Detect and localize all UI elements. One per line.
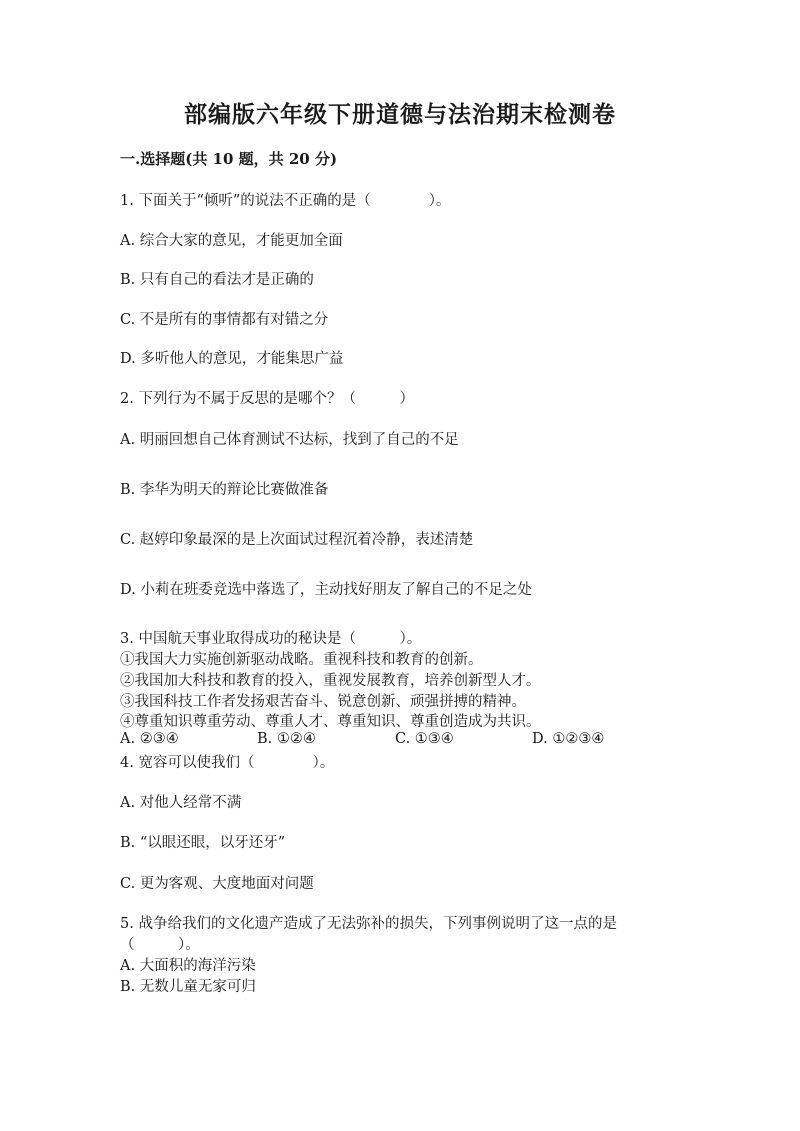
question-5-stem-continued: （ ）。 [120, 937, 200, 953]
question-4-option-c: C. 更为客观、大度地面对问题 [120, 876, 314, 892]
question-3-statement-2: ②我国加大科技和教育的投入，重视发展教育，培养创新型人才。 [120, 673, 541, 689]
question-4-option-a: A. 对他人经常不满 [120, 795, 242, 811]
question-2-stem: 2. 下列行为不属于反思的是哪个？（ ） [120, 391, 414, 407]
question-3-option-b: B. ①②④ [257, 731, 316, 747]
question-1-option-d: D. 多听他人的意见，才能集思广益 [120, 351, 344, 367]
question-3-options [120, 731, 660, 751]
question-2-option-b: B. 李华为明天的辩论比赛做准备 [120, 482, 329, 498]
document-title: 部编版六年级下册道德与法治期末检测卷 [184, 101, 616, 128]
question-1-option-c: C. 不是所有的事情都有对错之分 [120, 312, 329, 328]
question-1-option-b: B. 只有自己的看法才是正确的 [120, 272, 314, 288]
question-1-stem: 1. 下面关于“倾听”的说法不正确的是（ ）。 [120, 193, 451, 209]
section-heading: 一.选择题(共 10 题，共 20 分) [120, 150, 338, 168]
question-3-stem: 3. 中国航天事业取得成功的秘诀是（ ）。 [120, 631, 422, 647]
question-3-statement-4: ④尊重知识尊重劳动、尊重人才、尊重知识、尊重创造成为共识。 [120, 714, 541, 730]
question-3-statement-1: ①我国大力实施创新驱动战略。重视科技和教育的创新。 [120, 652, 483, 668]
question-2-option-a: A. 明丽回想自己体育测试不达标，找到了自己的不足 [120, 432, 459, 448]
question-3-option-c: C. ①③④ [395, 731, 454, 747]
question-3-statement-3: ③我国科技工作者发扬艰苦奋斗、锐意创新、顽强拼搏的精神。 [120, 694, 526, 710]
question-5-stem: 5. 战争给我们的文化遗产造成了无法弥补的损失，下列事例说明了这一点的是 [120, 916, 617, 932]
question-2-option-d: D. 小莉在班委竞选中落选了，主动找好朋友了解自己的不足之处 [120, 582, 532, 598]
question-1-option-a: A. 综合大家的意见，才能更加全面 [120, 233, 343, 249]
question-2-option-c: C. 赵婷印象最深的是上次面试过程沉着冷静，表述清楚 [120, 532, 474, 548]
question-4-option-b: B. “以眼还眼，以牙还牙” [120, 835, 286, 851]
question-4-stem: 4. 宽容可以使我们（ ）。 [120, 755, 335, 771]
question-5-option-a: A. 大面积的海洋污染 [120, 958, 256, 974]
question-3-option-d: D. ①②③④ [532, 731, 605, 747]
question-5-option-b: B. 无数儿童无家可归 [120, 979, 256, 995]
question-3-option-a: A. ②③④ [120, 731, 179, 747]
